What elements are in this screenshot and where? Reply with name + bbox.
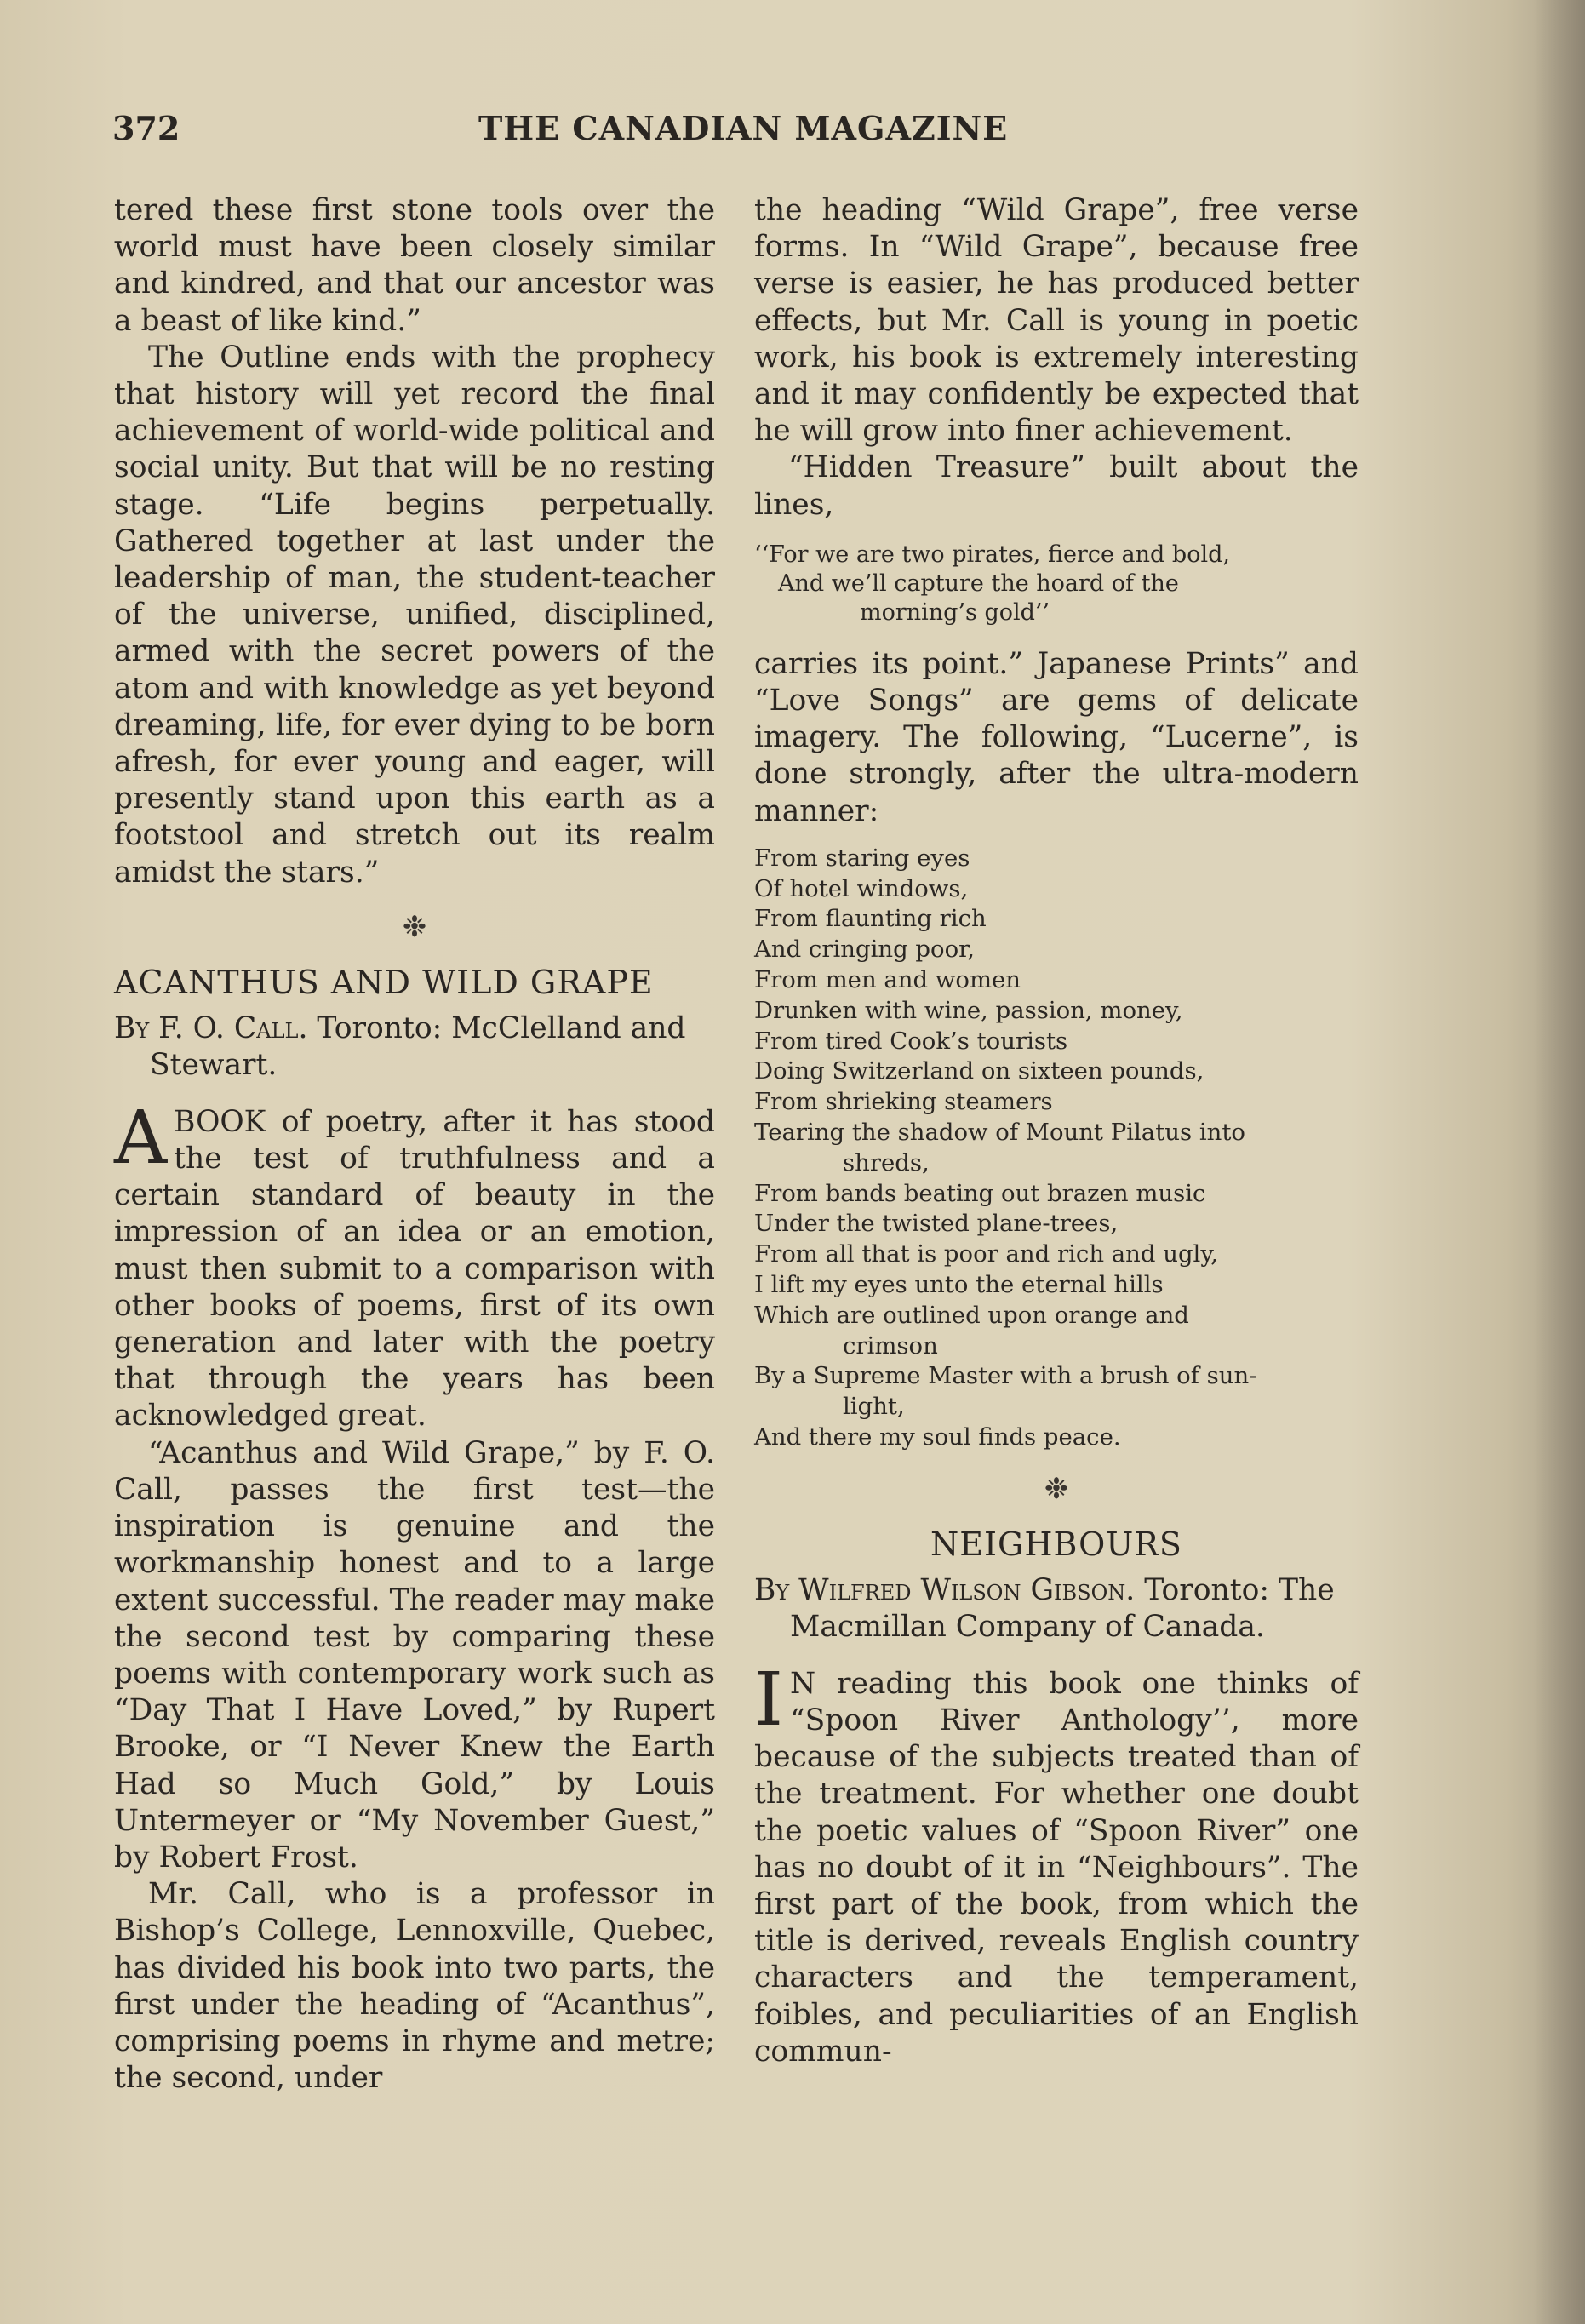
paragraph-text: BOOK of poetry, after it has stood the test of truthfulness and a certain standard of beauty in the impression of an idea or an emotion, must then submit to a comparison with other books of poems, first of its own generation and later with the poetry that through the years has been acknowledged great. — [114, 1104, 715, 1434]
review-byline — [114, 1010, 715, 1084]
paragraph: The Outline ends with the prophecy that history will yet record the final achievement of world-wide political and social unity. But that will be no resting stage. “Life begins perpetually. Gathered together at last under the leadership of man, the student-teacher of the universe, unified, disciplined, armed with the secret powers of the atom and with knowledge as yet beyond dreaming, life, for ever dying to be born afresh, for ever young and eager, will presently stand upon this earth as a footstool and stretch out its realm amidst the stars.” — [114, 340, 715, 890]
paragraph: Mr. Call, who is a professor in Bishop’s College, Lennoxville, Quebec, has divided his book into two parts, the first under the heading of “Acanthus”, comprising poems in rhyme and metre; the second, under — [114, 1877, 715, 2096]
review-title: ACANTHUS AND WILD GRAPE — [114, 963, 654, 1001]
verse-line: ‘‘For we are two pirates, fierce and bold, — [754, 541, 1230, 568]
poem-line: From all that is poor and rich and ugly, — [754, 1240, 1218, 1268]
poem-line: I lift my eyes unto the eternal hills — [754, 1271, 1164, 1298]
poem-line: Tearing the shadow of Mount Pilatus into — [754, 1119, 1245, 1147]
poem-line: By a Supreme Master with a brush of sun- — [754, 1362, 1257, 1390]
review-title: NEIGHBOURS — [930, 1525, 1182, 1563]
paragraph: “Acanthus and Wild Grape,” by F. O. Call, passes the first test—the inspiration is genuine and the workmanship honest and to a large extent successful. The reader may make the second test by comparing these poems with contemporary work such as “Day That I Have Loved,” by Rupert Brooke, or “I Never Knew the Earth Had so Much Gold,” by Louis Untermeyer or “My November Guest,” by Robert Frost. — [114, 1435, 715, 1875]
paragraph: the heading “Wild Grape”, free verse forms. In “Wild Grape”, because free verse is easier, he has produced better effects, but Mr. Call is young in poetic work, his book is extremely interesting and it may confidently be expected that he will grow into finer achievement. — [754, 193, 1359, 449]
poem-line: And cringing poor, — [754, 936, 976, 964]
poem-line-continuation: crimson — [843, 1331, 938, 1359]
author-credit: By F. O. Call. — [114, 1010, 308, 1045]
verse-line: morning’s gold’’ — [860, 598, 1050, 626]
paragraph: tered these first stone tools over the world must have been closely similar and kindred, and that our ancestor was a beast of like kind.” — [114, 193, 715, 338]
paragraph: “Hidden Treasure” built about the lines, — [754, 450, 1359, 522]
paragraph — [754, 1657, 1359, 2070]
poem-line-continuation: light, — [843, 1393, 905, 1421]
verse-line: And we’ll capture the hoard of the — [778, 570, 1179, 597]
page-header — [112, 109, 1355, 160]
poem-line: From bands beating out brazen music — [754, 1179, 1206, 1207]
poem-line: Drunken with wine, passion, money, — [754, 996, 1183, 1024]
page-spine-shadow — [1534, 0, 1585, 2324]
paragraph — [114, 1095, 715, 1435]
section-divider-ornament: ❉ — [1044, 1471, 1069, 1506]
page-number: 372 — [112, 109, 180, 147]
left-column — [114, 192, 715, 2097]
poem-line-continuation: shreds, — [843, 1148, 930, 1176]
poem-line: From tired Cook’s tourists — [754, 1027, 1068, 1055]
author-credit: By Wilfred Wilson Gibson. — [754, 1572, 1136, 1607]
poem-line: Under the twisted plane-trees, — [754, 1210, 1119, 1238]
poem-line: From staring eyes — [754, 844, 970, 872]
paragraph-text: N reading this book one thinks of “Spoon River Anthology’’, more because of the subjects treated than of the treatment. For whether one doubt the poetic values of “Spoon River” one has no doubt of it in “Neighbours”. The first part of the book, from which the title is derived, reveals English country characters and the temperament, foibles, and peculiarities of an English commun- — [754, 1666, 1359, 2069]
running-title: THE CANADIAN MAGAZINE — [478, 109, 1009, 147]
poem-lucerne — [754, 844, 1359, 1453]
section-divider-ornament: ❉ — [402, 909, 427, 944]
drop-cap: A — [114, 1095, 168, 1181]
poem-line: Doing Switzerland on sixteen pounds, — [754, 1057, 1204, 1085]
poem-line: From men and women — [754, 966, 1021, 994]
poem-line: From flaunting rich — [754, 905, 987, 933]
poem-line: From shrieking steamers — [754, 1088, 1053, 1116]
poem-line: And there my soul finds peace. — [754, 1422, 1121, 1451]
publisher-credit: Toronto: McClelland and Stewart. — [150, 1010, 686, 1082]
review-byline — [754, 1572, 1359, 1646]
right-column — [754, 192, 1359, 2070]
paragraph: carries its point.” Japanese Prints” and “Love Songs” are gems of delicate imagery. The following, “Lucerne”, is done strongly, after the ultra-modern manner: — [754, 646, 1359, 828]
poem-line: Which are outlined upon orange and — [754, 1301, 1189, 1329]
quoted-verse — [754, 541, 1359, 627]
poem-line: Of hotel windows, — [754, 874, 969, 902]
publisher-credit: Toronto: The Macmillan Company of Canada. — [790, 1572, 1335, 1644]
drop-cap: I — [754, 1657, 783, 1743]
